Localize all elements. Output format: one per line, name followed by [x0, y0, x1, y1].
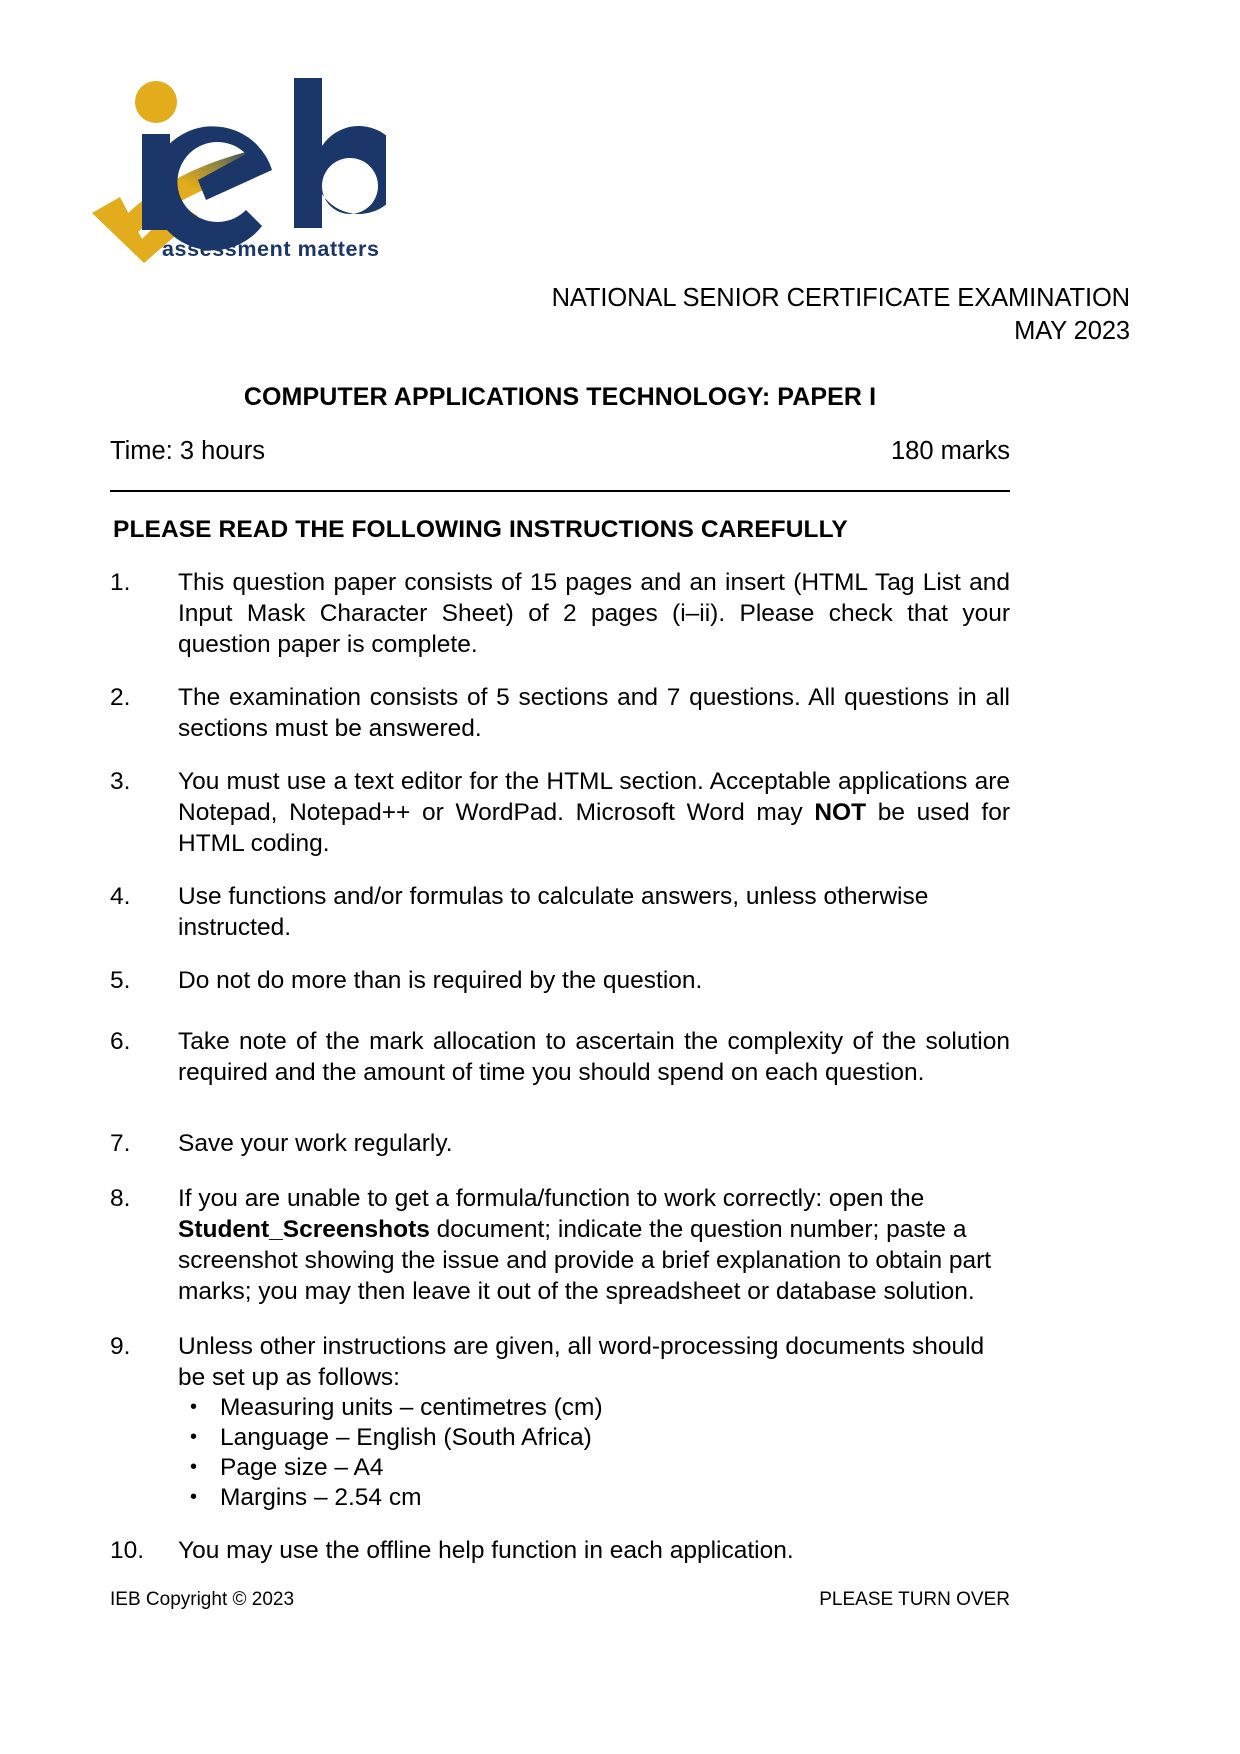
instruction-text: You must use a text editor for the HTML section. Acceptable applications are Notepad, Notepad++ or WordPad. Microsoft Word may NOT be used for HTML coding. — [178, 768, 1010, 857]
instruction-item — [110, 881, 1010, 943]
instruction-item — [110, 1183, 1010, 1307]
instructions-list — [110, 567, 1010, 1588]
instruction-text: Do not do more than is required by the question. — [178, 967, 703, 994]
list-item: • Margins – 2.54 cm — [178, 1483, 1010, 1513]
page-title: COMPUTER APPLICATIONS TECHNOLOGY: PAPER I — [243, 383, 877, 411]
instruction-text: Use functions and/or formulas to calculate answers, unless otherwise instructed. — [178, 883, 929, 941]
instruction-number: 10. — [110, 1537, 145, 1564]
instruction-item — [110, 1026, 1010, 1088]
instruction-item — [110, 567, 1010, 660]
ieb-logo-icon — [86, 58, 386, 263]
footer-turnover: PLEASE TURN OVER — [819, 1589, 1010, 1610]
instruction-item — [110, 1128, 1010, 1159]
instruction-number: 5. — [110, 967, 131, 994]
instruction-number: 7. — [110, 1130, 131, 1157]
horizontal-divider — [110, 490, 1010, 492]
instruction-item — [110, 1331, 1010, 1513]
exam-session: MAY 2023 — [1014, 317, 1130, 345]
exam-name: NATIONAL SENIOR CERTIFICATE EXAMINATION — [551, 284, 1130, 312]
instruction-item — [110, 766, 1010, 859]
exam-header — [110, 282, 1130, 348]
instruction-number: 2. — [110, 684, 131, 711]
instruction-text: You may use the offline help function in each application. — [178, 1537, 794, 1564]
instruction-text: The examination consists of 5 sections and 7 questions. All questions in all sections must be answered. — [178, 684, 1010, 742]
instruction-number: 3. — [110, 768, 131, 795]
logo-tagline: assessment matters — [162, 237, 380, 261]
exam-duration: Time: 3 hours — [110, 437, 265, 465]
page-footer — [110, 1589, 1010, 1611]
emphasis-text: NOT — [814, 799, 867, 826]
instruction-number: 6. — [110, 1028, 131, 1055]
list-item: • Measuring units – centimetres (cm) — [178, 1393, 1010, 1423]
exam-total-marks: 180 marks — [890, 437, 1010, 465]
instruction-text: Save your work regularly. — [178, 1130, 453, 1157]
list-item: • Language – English (South Africa) — [178, 1423, 1010, 1453]
instruction-number: 4. — [110, 883, 131, 910]
instruction-text: Unless other instructions are given, all word-processing documents should be set up as follows: • Measuring units – centimetres (cm) • Language – English (South Africa) • Page size – A4 • Margins – 2.54 cm — [178, 1331, 1010, 1513]
instruction-number: 8. — [110, 1185, 131, 1212]
instructions-heading: PLEASE READ THE FOLLOWING INSTRUCTIONS CAREFULLY — [113, 516, 848, 543]
instruction-sub-bullets — [178, 1393, 1010, 1513]
ieb-logo — [86, 58, 386, 263]
list-item: • Page size – A4 — [178, 1453, 1010, 1483]
exam-meta — [110, 437, 1010, 466]
instruction-item — [110, 965, 1010, 996]
instruction-item — [110, 682, 1010, 744]
instruction-number: 1. — [110, 569, 131, 596]
instruction-text: This question paper consists of 15 pages and an insert (HTML Tag List and Input Mask Character Sheet) of 2 pages (i–ii). Please check that your question paper is complete. — [178, 569, 1010, 658]
instruction-item — [110, 1535, 1010, 1566]
footer-copyright: IEB Copyright © 2023 — [110, 1589, 295, 1610]
instruction-text: Take note of the mark allocation to ascertain the complexity of the solution required and the amount of time you should spend on each question. — [178, 1028, 1010, 1086]
instruction-text: If you are unable to get a formula/function to work correctly: open the Student_Screenshots document; indicate the question number; paste a screenshot showing the issue and provide a brief explanation to obtain part marks; you may then leave it out of the spreadsheet or database solution. — [178, 1185, 992, 1305]
emphasis-text: Student_Screenshots — [178, 1216, 430, 1243]
instruction-number: 9. — [110, 1333, 131, 1360]
